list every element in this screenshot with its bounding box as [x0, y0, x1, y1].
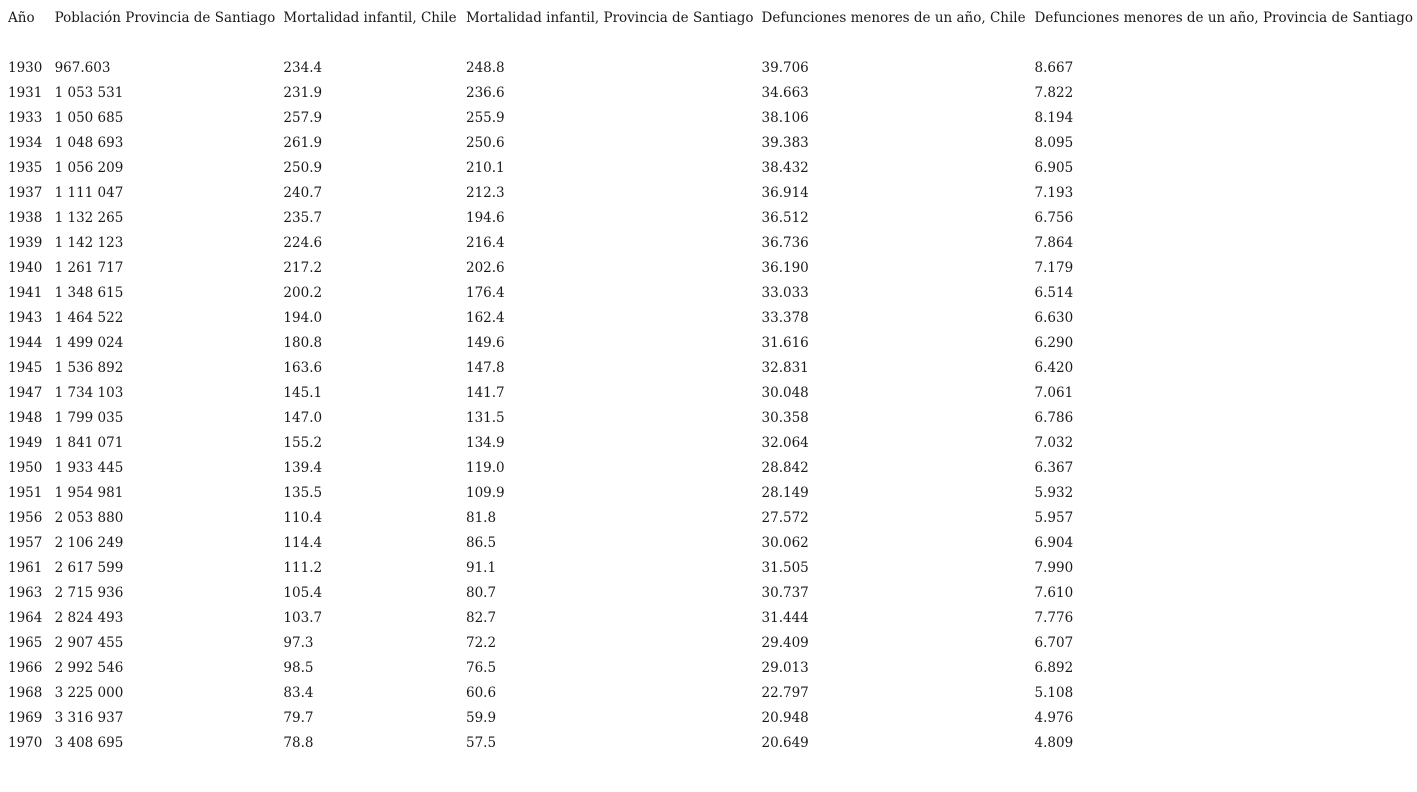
cell-infant-mortality-santiago: 119.0	[465, 459, 505, 476]
cell-year: 1937	[8, 184, 43, 201]
cell-infant-deaths-chile: 29.409	[761, 634, 809, 651]
cell-infant-mortality-chile: 78.8	[283, 734, 314, 751]
cell-infant-mortality-chile: 200.2	[283, 284, 323, 301]
cell-infant-mortality-chile: 234.4	[283, 59, 323, 76]
table-row	[4, 580, 1417, 605]
cell-infant-mortality-chile: 135.5	[283, 484, 323, 501]
cell-year: 1931	[8, 84, 43, 101]
data-table	[4, 5, 1417, 755]
cell-infant-mortality-santiago: 76.5	[465, 659, 497, 676]
cell-infant-mortality-chile: 235.7	[283, 209, 323, 226]
cell-infant-deaths-chile: 33.033	[761, 284, 809, 301]
cell-infant-mortality-santiago: 194.6	[465, 209, 505, 226]
cell-population-santiago: 2 715 936	[54, 584, 124, 601]
cell-infant-deaths-chile: 33.378	[761, 309, 809, 326]
cell-infant-deaths-santiago: 7.061	[1034, 384, 1074, 401]
cell-year: 1933	[8, 109, 43, 126]
table-row	[4, 205, 1417, 230]
cell-infant-deaths-santiago: 6.420	[1034, 359, 1074, 376]
cell-infant-deaths-santiago: 7.193	[1034, 184, 1074, 201]
cell-infant-deaths-chile: 30.358	[761, 409, 809, 426]
cell-infant-mortality-santiago: 147.8	[465, 359, 505, 376]
table-row	[4, 305, 1417, 330]
cell-year: 1930	[8, 59, 43, 76]
cell-year: 1935	[8, 159, 43, 176]
cell-infant-deaths-santiago: 6.367	[1034, 459, 1074, 476]
header-population-santiago: Población Provincia de Santiago	[54, 10, 276, 26]
cell-infant-mortality-chile: 145.1	[283, 384, 323, 401]
cell-infant-mortality-santiago: 86.5	[465, 534, 497, 551]
cell-population-santiago: 2 053 880	[54, 509, 124, 526]
header-row	[4, 5, 1417, 31]
table-row	[4, 605, 1417, 630]
cell-year: 1934	[8, 134, 43, 151]
cell-infant-mortality-santiago: 134.9	[465, 434, 505, 451]
table-row	[4, 705, 1417, 730]
cell-year: 1950	[8, 459, 43, 476]
cell-infant-mortality-chile: 83.4	[283, 684, 314, 701]
table-row	[4, 55, 1417, 80]
table-row	[4, 255, 1417, 280]
cell-infant-deaths-santiago: 4.976	[1034, 709, 1074, 726]
cell-population-santiago: 3 316 937	[54, 709, 124, 726]
cell-infant-deaths-santiago: 7.032	[1034, 434, 1074, 451]
cell-infant-deaths-chile: 34.663	[761, 84, 809, 101]
cell-infant-mortality-chile: 79.7	[283, 709, 314, 726]
cell-year: 1970	[8, 734, 43, 751]
cell-population-santiago: 1 464 522	[54, 309, 124, 326]
cell-infant-mortality-chile: 240.7	[283, 184, 323, 201]
cell-infant-mortality-chile: 111.2	[283, 559, 323, 576]
cell-year: 1961	[8, 559, 43, 576]
cell-population-santiago: 1 536 892	[54, 359, 124, 376]
cell-infant-mortality-chile: 103.7	[283, 609, 323, 626]
cell-population-santiago: 1 050 685	[54, 109, 124, 126]
table-row	[4, 630, 1417, 655]
cell-infant-deaths-chile: 38.106	[761, 109, 809, 126]
cell-year: 1968	[8, 684, 43, 701]
cell-population-santiago: 2 824 493	[54, 609, 124, 626]
cell-infant-deaths-santiago: 5.932	[1034, 484, 1074, 501]
cell-year: 1964	[8, 609, 43, 626]
cell-infant-mortality-chile: 97.3	[283, 634, 314, 651]
cell-year: 1956	[8, 509, 43, 526]
cell-infant-mortality-santiago: 255.9	[465, 109, 505, 126]
cell-infant-mortality-santiago: 250.6	[465, 134, 505, 151]
cell-infant-deaths-santiago: 6.892	[1034, 659, 1074, 676]
cell-infant-mortality-chile: 261.9	[283, 134, 323, 151]
cell-year: 1957	[8, 534, 43, 551]
table-row	[4, 330, 1417, 355]
cell-year: 1947	[8, 384, 43, 401]
cell-infant-mortality-santiago: 109.9	[465, 484, 505, 501]
cell-infant-mortality-santiago: 210.1	[465, 159, 505, 176]
cell-infant-mortality-chile: 114.4	[283, 534, 323, 551]
cell-year: 1969	[8, 709, 43, 726]
cell-infant-mortality-santiago: 91.1	[465, 559, 497, 576]
cell-infant-mortality-santiago: 216.4	[465, 234, 505, 251]
cell-infant-deaths-chile: 31.444	[761, 609, 809, 626]
table-row	[4, 730, 1417, 755]
cell-infant-deaths-chile: 31.505	[761, 559, 809, 576]
cell-year: 1941	[8, 284, 43, 301]
cell-infant-deaths-chile: 20.649	[761, 734, 809, 751]
table-row	[4, 155, 1417, 180]
cell-infant-deaths-santiago: 7.610	[1034, 584, 1074, 601]
cell-infant-mortality-chile: 147.0	[283, 409, 323, 426]
cell-infant-deaths-chile: 39.383	[761, 134, 809, 151]
cell-infant-deaths-chile: 36.914	[761, 184, 809, 201]
cell-population-santiago: 3 225 000	[54, 684, 124, 701]
table-row	[4, 180, 1417, 205]
header-infant-deaths-santiago: Defunciones menores de un año, Provincia de Santiago	[1034, 10, 1413, 26]
header-infant-deaths-chile: Defunciones menores de un año, Chile	[761, 10, 1026, 26]
cell-year: 1939	[8, 234, 43, 251]
cell-population-santiago: 967.603	[54, 59, 111, 76]
cell-infant-deaths-santiago: 4.809	[1034, 734, 1074, 751]
cell-infant-deaths-chile: 28.842	[761, 459, 809, 476]
cell-infant-mortality-chile: 217.2	[283, 259, 323, 276]
cell-infant-mortality-santiago: 248.8	[465, 59, 505, 76]
table-row	[4, 280, 1417, 305]
table-row	[4, 455, 1417, 480]
cell-year: 1966	[8, 659, 43, 676]
cell-infant-deaths-chile: 31.616	[761, 334, 809, 351]
cell-infant-deaths-santiago: 6.904	[1034, 534, 1074, 551]
cell-year: 1963	[8, 584, 43, 601]
header-year: Año	[8, 10, 35, 26]
cell-population-santiago: 1 132 265	[54, 209, 124, 226]
cell-population-santiago: 1 142 123	[54, 234, 124, 251]
table-row	[4, 430, 1417, 455]
cell-infant-mortality-chile: 257.9	[283, 109, 323, 126]
cell-infant-deaths-santiago: 6.514	[1034, 284, 1074, 301]
table-row	[4, 505, 1417, 530]
cell-infant-deaths-chile: 38.432	[761, 159, 809, 176]
cell-population-santiago: 2 106 249	[54, 534, 124, 551]
cell-infant-mortality-santiago: 60.6	[465, 684, 497, 701]
cell-infant-mortality-santiago: 236.6	[465, 84, 505, 101]
table-row	[4, 80, 1417, 105]
cell-infant-deaths-santiago: 8.194	[1034, 109, 1074, 126]
cell-infant-deaths-chile: 30.062	[761, 534, 809, 551]
cell-infant-mortality-santiago: 162.4	[465, 309, 505, 326]
table-row	[4, 130, 1417, 155]
cell-year: 1948	[8, 409, 43, 426]
cell-infant-deaths-chile: 29.013	[761, 659, 809, 676]
cell-year: 1951	[8, 484, 43, 501]
cell-infant-mortality-santiago: 81.8	[465, 509, 497, 526]
cell-infant-deaths-santiago: 8.667	[1034, 59, 1074, 76]
cell-infant-mortality-chile: 180.8	[283, 334, 323, 351]
cell-population-santiago: 2 907 455	[54, 634, 124, 651]
cell-infant-mortality-santiago: 149.6	[465, 334, 505, 351]
cell-population-santiago: 1 799 035	[54, 409, 124, 426]
cell-infant-deaths-chile: 39.706	[761, 59, 809, 76]
cell-infant-mortality-chile: 155.2	[283, 434, 323, 451]
cell-infant-deaths-santiago: 8.095	[1034, 134, 1074, 151]
cell-infant-mortality-santiago: 82.7	[465, 609, 497, 626]
table-row	[4, 680, 1417, 705]
cell-infant-mortality-chile: 194.0	[283, 309, 323, 326]
cell-infant-mortality-santiago: 59.9	[465, 709, 497, 726]
table-body	[4, 31, 1417, 755]
cell-infant-deaths-chile: 22.797	[761, 684, 809, 701]
cell-infant-deaths-chile: 36.512	[761, 209, 809, 226]
cell-population-santiago: 1 841 071	[54, 434, 124, 451]
table-row	[4, 355, 1417, 380]
cell-year: 1965	[8, 634, 43, 651]
cell-infant-mortality-santiago: 141.7	[465, 384, 505, 401]
cell-infant-deaths-chile: 32.831	[761, 359, 809, 376]
cell-infant-mortality-chile: 224.6	[283, 234, 323, 251]
cell-infant-deaths-chile: 27.572	[761, 509, 809, 526]
cell-infant-deaths-santiago: 6.905	[1034, 159, 1074, 176]
cell-year: 1943	[8, 309, 43, 326]
cell-infant-mortality-chile: 98.5	[283, 659, 314, 676]
cell-infant-mortality-santiago: 80.7	[465, 584, 497, 601]
cell-population-santiago: 2 992 546	[54, 659, 124, 676]
spacer-row	[4, 31, 1417, 55]
cell-infant-deaths-santiago: 6.756	[1034, 209, 1074, 226]
cell-infant-deaths-chile: 36.190	[761, 259, 809, 276]
cell-infant-deaths-santiago: 7.776	[1034, 609, 1074, 626]
cell-infant-deaths-santiago: 7.864	[1034, 234, 1074, 251]
cell-population-santiago: 1 056 209	[54, 159, 124, 176]
cell-population-santiago: 1 499 024	[54, 334, 124, 351]
cell-population-santiago: 1 111 047	[54, 184, 124, 201]
cell-population-santiago: 3 408 695	[54, 734, 124, 751]
cell-population-santiago: 1 933 445	[54, 459, 124, 476]
table-row	[4, 555, 1417, 580]
cell-year: 1938	[8, 209, 43, 226]
cell-infant-mortality-santiago: 131.5	[465, 409, 505, 426]
cell-year: 1949	[8, 434, 43, 451]
cell-infant-mortality-santiago: 202.6	[465, 259, 505, 276]
cell-population-santiago: 1 734 103	[54, 384, 124, 401]
cell-population-santiago: 2 617 599	[54, 559, 124, 576]
cell-infant-mortality-santiago: 176.4	[465, 284, 505, 301]
cell-infant-deaths-santiago: 6.786	[1034, 409, 1074, 426]
cell-year: 1944	[8, 334, 43, 351]
table-row	[4, 480, 1417, 505]
cell-year: 1940	[8, 259, 43, 276]
header-infant-mortality-santiago: Mortalidad infantil, Provincia de Santiago	[465, 10, 754, 26]
header-infant-mortality-chile: Mortalidad infantil, Chile	[283, 10, 457, 26]
table-row	[4, 230, 1417, 255]
cell-infant-mortality-chile: 139.4	[283, 459, 323, 476]
cell-population-santiago: 1 053 531	[54, 84, 124, 101]
cell-infant-deaths-chile: 30.048	[761, 384, 809, 401]
cell-infant-mortality-chile: 163.6	[283, 359, 323, 376]
cell-infant-deaths-santiago: 6.707	[1034, 634, 1074, 651]
cell-infant-deaths-chile: 32.064	[761, 434, 809, 451]
cell-infant-deaths-santiago: 5.957	[1034, 509, 1074, 526]
cell-population-santiago: 1 261 717	[54, 259, 124, 276]
cell-year: 1945	[8, 359, 43, 376]
cell-infant-deaths-santiago: 6.290	[1034, 334, 1074, 351]
cell-infant-deaths-santiago: 7.179	[1034, 259, 1074, 276]
cell-infant-deaths-santiago: 7.822	[1034, 84, 1074, 101]
cell-population-santiago: 1 048 693	[54, 134, 124, 151]
table-row	[4, 530, 1417, 555]
cell-infant-deaths-santiago: 7.990	[1034, 559, 1074, 576]
cell-infant-mortality-santiago: 212.3	[465, 184, 505, 201]
table-row	[4, 655, 1417, 680]
table-row	[4, 405, 1417, 430]
cell-infant-deaths-chile: 36.736	[761, 234, 809, 251]
cell-infant-mortality-santiago: 57.5	[465, 734, 497, 751]
table-row	[4, 380, 1417, 405]
cell-infant-deaths-chile: 30.737	[761, 584, 809, 601]
cell-infant-mortality-chile: 231.9	[283, 84, 323, 101]
cell-infant-mortality-chile: 110.4	[283, 509, 323, 526]
cell-infant-deaths-chile: 20.948	[761, 709, 809, 726]
cell-infant-deaths-santiago: 6.630	[1034, 309, 1074, 326]
cell-infant-mortality-santiago: 72.2	[465, 634, 497, 651]
cell-population-santiago: 1 348 615	[54, 284, 124, 301]
cell-infant-deaths-santiago: 5.108	[1034, 684, 1074, 701]
cell-population-santiago: 1 954 981	[54, 484, 124, 501]
table-row	[4, 105, 1417, 130]
cell-infant-mortality-chile: 105.4	[283, 584, 323, 601]
cell-infant-deaths-chile: 28.149	[761, 484, 809, 501]
cell-infant-mortality-chile: 250.9	[283, 159, 323, 176]
